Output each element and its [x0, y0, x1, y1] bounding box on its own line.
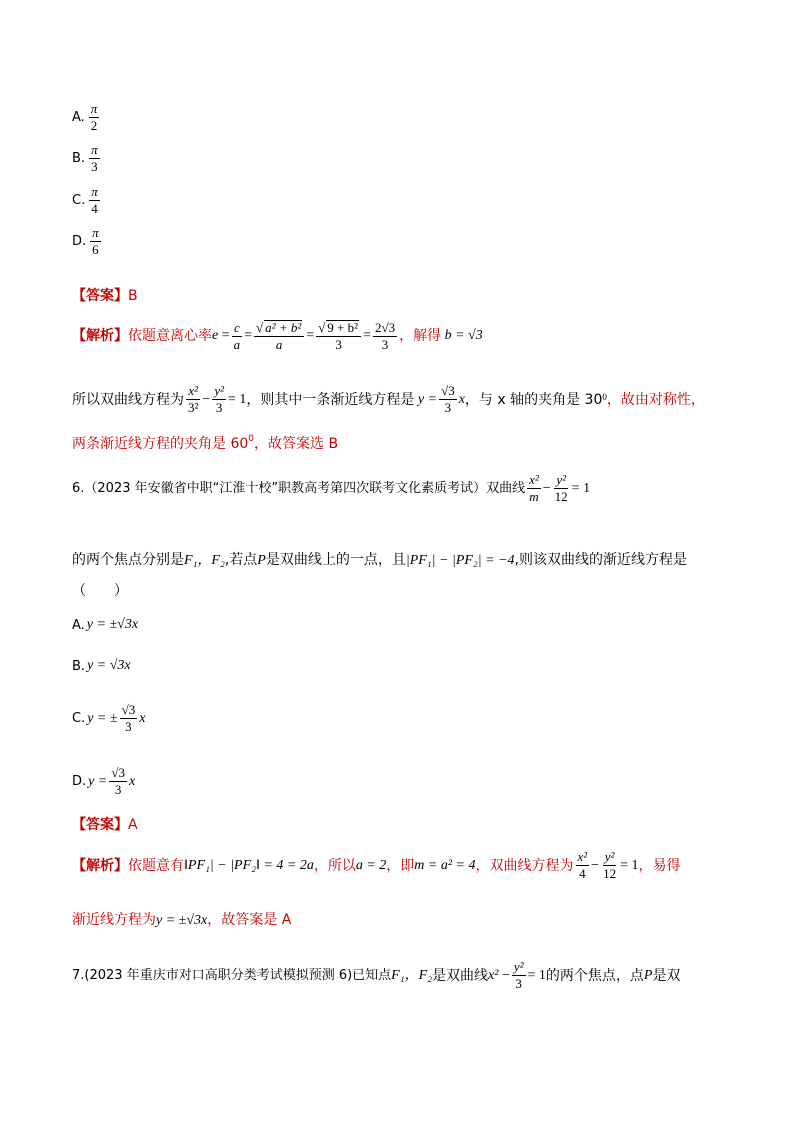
- fraction: $\frac{\text{x²}}{4}$: [577, 849, 588, 882]
- fraction: $\frac{\text{y²}}{3}$: [513, 959, 524, 992]
- fraction: $\frac{\text{y²}}{3}$: [214, 383, 224, 416]
- q5-answer: 【答案】B: [72, 288, 138, 304]
- fraction: $\frac{\pi}{6}$: [92, 225, 99, 258]
- q5-option-d: D. $\frac{\pi}{6}$: [72, 225, 99, 258]
- fraction: $\frac{\text{x²}}{\text{3²}}$: [188, 383, 199, 416]
- fraction: $\frac{\text{y²}}{12}$: [554, 472, 568, 505]
- q6-paren: （ ）: [72, 583, 128, 599]
- fraction: $\frac{\text{√ 9 + b²}}{3}$: [316, 320, 361, 353]
- q5-option-c: C. $\frac{\pi}{4}$: [72, 184, 98, 217]
- fraction: $\frac{2√3}{3}$: [374, 319, 396, 352]
- fraction: $\frac{√3}{3}$: [121, 702, 136, 735]
- fraction: $\frac{\pi}{3}$: [91, 142, 98, 175]
- q6-option-d: D. y = $\frac{√3}{3}$ x: [72, 765, 136, 798]
- q5-analysis-line1: 【解析】 依题意离心率 e = $\frac{c}{a}$ = $\frac{\text{√ a² + b²}}{a}$ = $\frac{\text{√ 9 + b²}}{3}$ = $\frac{2√3}{3}$ ，解得 b = √3: [72, 319, 483, 353]
- q5-analysis-line2: 所以双曲线方程为 $\frac{\text{x²}}{\text{3²}}$ − $\frac{\text{y²}}{3}$ = 1 ，则其中一条渐近线方程是 y = $\frac{√3}{3}$ x ，与 x 轴的夹角是 30 $^0$ ，故由对称性，: [72, 383, 705, 416]
- q7-stem: 7.(2023 年重庆市对口高职分类考试模拟预测 6)已知点 F₁，F₂ 是双曲线 x² − $\frac{\text{y²}}{3}$ = 1 的两个焦点，点 P 是双: [72, 959, 681, 992]
- q6-analysis-line2: 渐近线方程为y = ±√3x，故答案是 A: [72, 912, 292, 928]
- q6-option-b: B. y = √3x: [72, 658, 131, 674]
- q6-stem-line2: 的两个焦点分别是F₁，F₂,若点P是双曲线上的一点，且|PF₁| − |PF₂| = −4,则该双曲线的渐近线方程是: [72, 552, 687, 568]
- q5-option-a: A. $\frac{\pi}{2}$: [72, 101, 98, 134]
- q5-option-b: B. $\frac{\pi}{3}$: [72, 142, 98, 175]
- fraction: $\frac{\text{x²}}{m}$: [529, 472, 539, 505]
- q6-analysis-line1: 【解析】 依题意有 ‖PF₁| − |PF₂‖ = 4 = 2a ，所以 a = 2 ，即 m = a² = 4 ，双曲线方程为 $\frac{\text{x²}}{4}$ − $\frac{\text{y²}}{12}$ = 1 ，易得: [72, 849, 681, 882]
- fraction: $\frac{\pi}{4}$: [91, 184, 98, 217]
- q6-stem: 6.（2023 年安徽省中职“江淮十校”职教高考第四次联考文化素质考试）双曲线 $\frac{\text{x²}}{m}$ − $\frac{\text{y²}}{12}$ = 1: [72, 472, 591, 505]
- fraction: $\frac{\text{√ a² + b²}}{a}$: [254, 320, 304, 353]
- fraction: $\frac{√3}{3}$: [111, 765, 125, 798]
- fraction: $\frac{√3}{3}$: [441, 383, 455, 416]
- fraction: $\frac{\pi}{2}$: [90, 101, 98, 134]
- q6-option-c: C. y = ± $\frac{√3}{3}$ x: [72, 702, 146, 735]
- q6-option-a: A. y = ±√3x: [72, 617, 139, 633]
- q6-answer: 【答案】A: [72, 817, 138, 833]
- fraction: $\frac{\text{y²}}{12}$: [603, 849, 617, 882]
- q5-analysis-line3: 两条渐近线方程的夹角是 $60^0$，故答案选 B: [72, 434, 339, 452]
- fraction: $\frac{c}{a}$: [233, 319, 241, 352]
